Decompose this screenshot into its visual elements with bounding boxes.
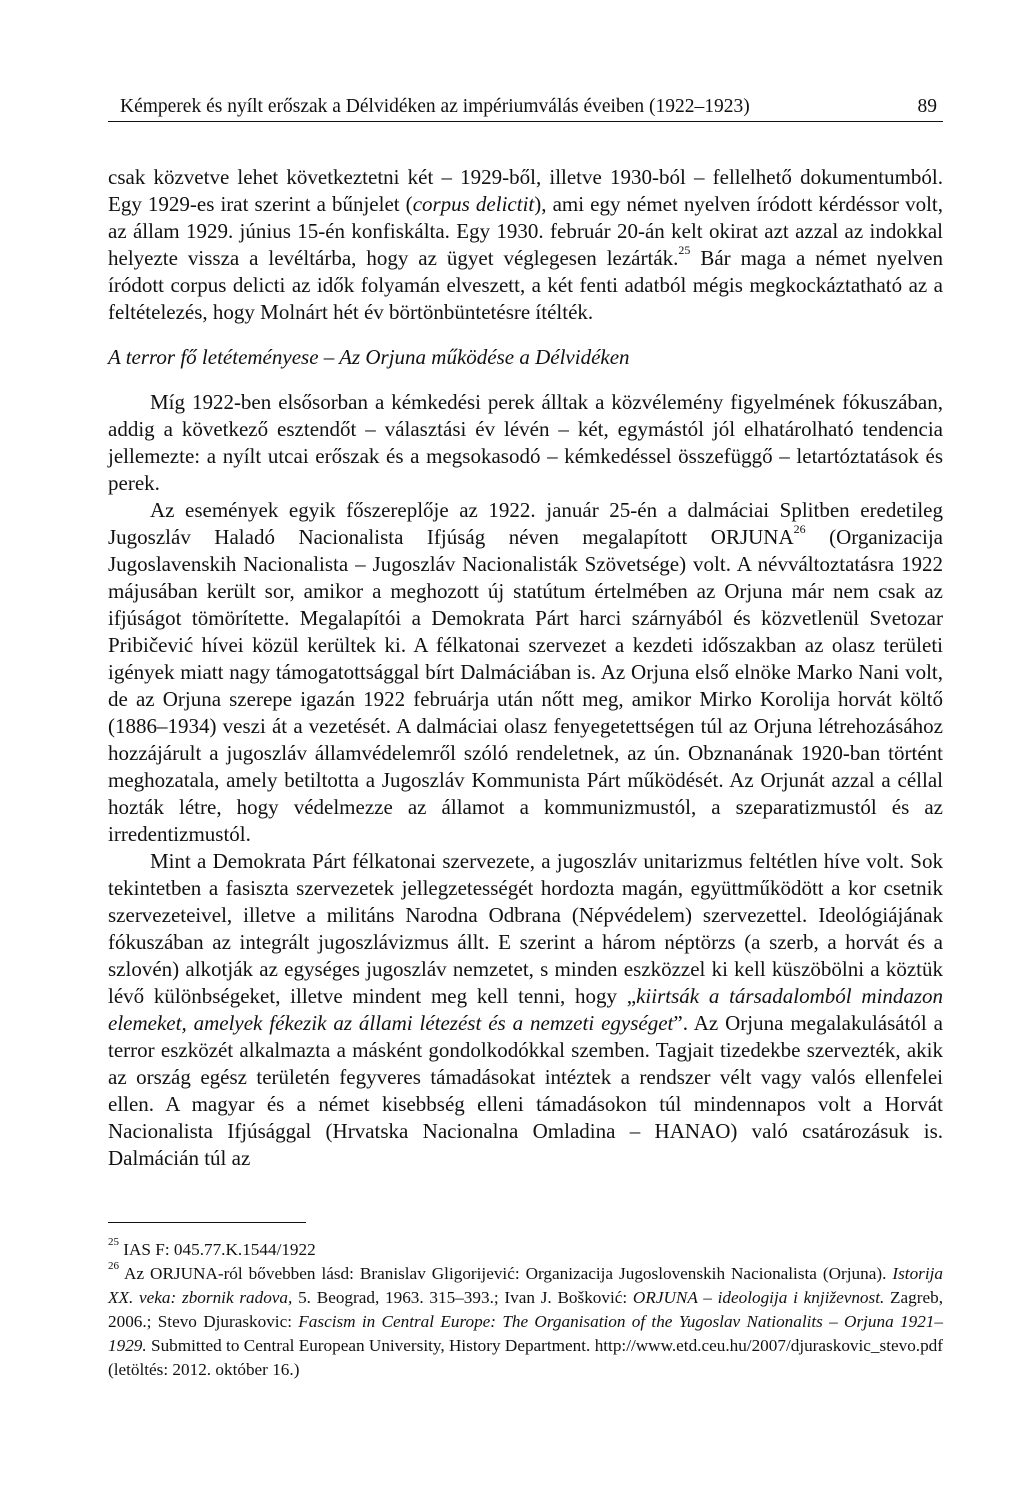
book-page (108, 96, 943, 1382)
paragraph-4: Mint a Demokrata Párt félkatonai szervezete, a jugoszláv unitarizmus feltétlen híve volt. Sok tekintetben a fasiszta szervezetek jellegzetességét hordozta magán, együttműködött a kor csetnik szervezeteivel, illetve a militáns Narodna Odbrana (Népvédelem) szervezettel. Ideológiájának fókuszában az integrált jugoszlávizmus állt. E szerint a három néptörzs (a szerb, a horvát és a szlovén) alkotják az egységes jugoszláv nemzetet, s minden eszközzel ki kell küszöbölni a köztük lévő különbségeket, illetve mindent meg kell tenni, hogy „kiirtsák a társadalomból mindazon elemeket, amelyek fékezik az állami létezést és a nemzeti egységet”. Az Orjuna megalakulásától a terror eszközét alkalmazta a másként gondolkodókkal szemben. Tagjait tizedekbe szervezték, akik az ország egész területén fegyveres támadásokat intéztek a rendszer vélt vagy valós ellenfelei ellen. A magyar és a német kisebbség elleni támadásokon túl mindennapos volt a Horvát Nacionalista Ifjúsággal (Hrvatska Nacionalna Omladina – HANAO) való csatározásuk is. Dalmácián túl az (108, 849, 943, 1170)
running-header (108, 96, 943, 122)
paragraph-1: csak közvetve lehet következtetni két – 1929-ből, illetve 1930-ból – fellelhető dokumentumból. Egy 1929-es irat szerint a bűnjelet (corpus delictit), ami egy német nyelven íródott kérdéssor volt, az állam 1929. június 15-én konfiskálta. Egy 1930. február 20-án kelt okirat azt azzal az indokkal helyezte vissza a levéltárba, hogy az ügyet véglegesen lezárták.$^{25}$ Bár maga a német nyelven íródott corpus delicti az idők folyamán elveszett, a két fenti adatból mégis megkockáztatható az a feltételezés, hogy Molnárt hét év börtönbüntetésre ítélték. (108, 165, 944, 324)
footnote-26: $^{26}$ Az ORJUNA-ról bővebben lásd: Branislav Gligorijević: Organizacija Jugoslovenskih Nacionalista (Orjuna). Istorija XX. veka: zbornik radova, 5. Beograd, 1963. 315–393.; Ivan J. Bošković: ORJUNA – ideologija i književnost. Zagreb, 2006.; Stevo Djuraskovic: Fascism in Central Europe: The Organisation of the Yugoslav Nationalits – Orjuna 1921–1929. Submitted to Central European University, History Department. http://www.etd.ceu.hu/2007/djuraskovic_stevo.pdf (letöltés: 2012. október 16.) (108, 1260, 944, 1379)
section-heading: A terror fő letéteményese – Az Orjuna működése a Délvidéken (108, 345, 630, 369)
page-number: 89 (917, 96, 937, 117)
footnote-ref-25: 25 (678, 243, 691, 257)
running-title: Kémperek és nyílt erőszak a Délvidéken az impériumválás éveiben (1922–1923) (120, 96, 750, 117)
paragraph-2: Míg 1922-ben elsősorban a kémkedési perek álltak a közvélemény figyelmének fókuszában, addig a következő esztendőt – választási év lévén – két, egymástól jól elhatárolható tendencia jellemezte: a nyílt utcai erőszak és a megsokasodó – kémkedéssel összefüggő – letartóztatások és perek. (108, 390, 943, 495)
footnotes (108, 1238, 943, 1382)
body-text (108, 164, 943, 1172)
quotation: kiirtsák a társadalomból mindazon elemeket, amelyek fékezik az állami létezést és a nemzeti egységet (108, 984, 943, 1035)
footnote-25: $^{25}$ IAS F: 045.77.K.1544/1922 (108, 1236, 316, 1259)
footnote-separator (108, 1222, 306, 1223)
footnote-ref-26: 26 (793, 522, 806, 536)
paragraph-3: Az események egyik főszereplője az 1922. január 25-én a dalmáciai Splitben eredetileg Jugoszláv Haladó Nacionalista Ifjúság néven megalapított ORJUNA$^{26}$ (Organizacija Jugoslavenskih Nacionalista – Jugoszláv Nacionalisták Szövetsége) volt. A névváltoztatásra 1922 májusában került sor, amikor a meghozott új statútum értelmében az Orjuna már nem csak az ifjúságot tömörítette. Megalapítói a Demokrata Párt harci szárnyából és közvetlenül Svetozar Pribičević hívei közül kerültek ki. A félkatonai szervezet a kezdeti időszakban az olasz területi igények miatt nagy támogatottsággal bírt Dalmáciában is. Az Orjuna első elnöke Marko Nani volt, de az Orjuna szerepe igazán 1922 februárja után nőtt meg, amikor Mirko Korolija horvát költő (1886–1934) veszi át a vezetését. A dalmáciai olasz fenyegetettségen túl az Orjuna létrehozásához hozzájárult a jugoszláv államvédelemről szóló rendeletnek, az ún. Obznanának 1920-ban történt meghozatala, amely betiltotta a Jugoszláv Kommunista Párt működését. Az Orjunát azzal a céllal hozták létre, hogy védelmezze az államot a kommunizmustól, a szeparatizmustól és az irredentizmustól. (108, 498, 943, 846)
